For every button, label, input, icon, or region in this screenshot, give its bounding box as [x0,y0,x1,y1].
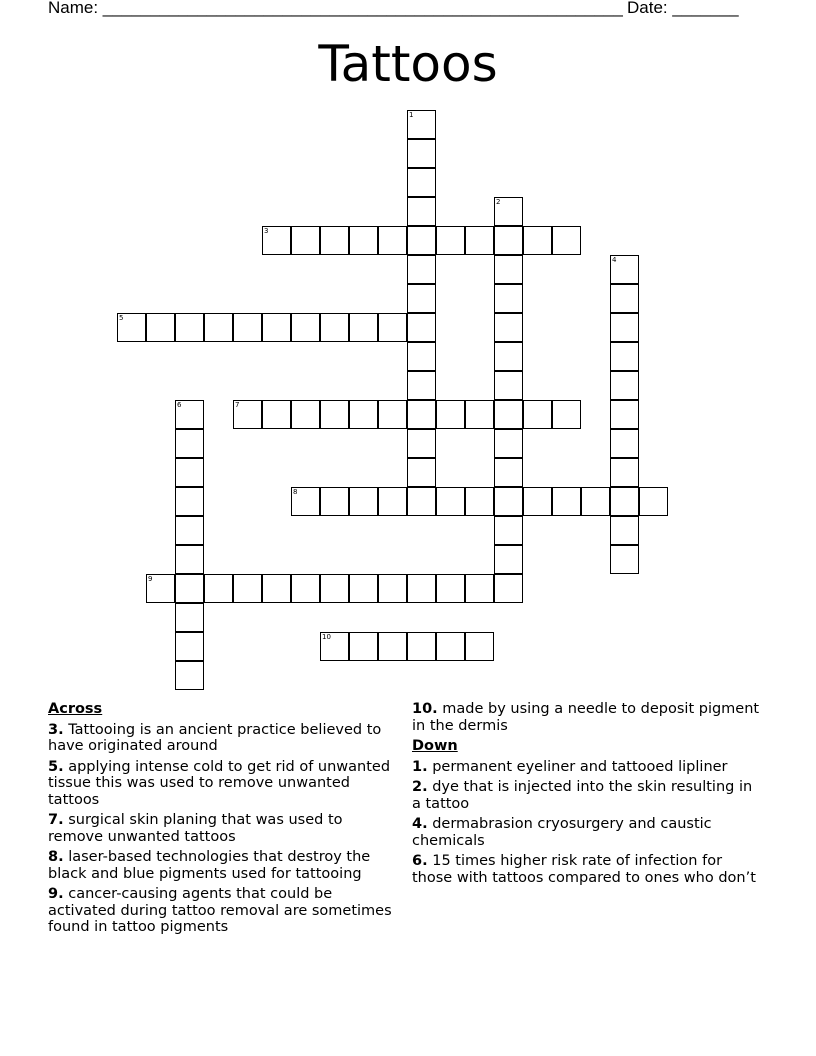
clue-text: made by using a needle to deposit pigment in the dermis [412,701,760,734]
grid-cell[interactable] [407,139,436,168]
grid-cell[interactable] [494,545,523,574]
grid-cell[interactable] [349,400,378,429]
grid-cell[interactable] [494,487,523,516]
grid-cell[interactable] [175,313,204,342]
grid-cell[interactable] [262,226,291,255]
across-clue-8 [48,849,393,882]
date-field-line[interactable]: Date: _______ [627,0,739,17]
grid-cell[interactable] [262,400,291,429]
grid-cell[interactable] [494,284,523,313]
grid-cell[interactable] [291,226,320,255]
across-clue-9 [48,886,393,936]
grid-cell[interactable] [523,487,552,516]
grid-cell[interactable] [494,574,523,603]
grid-cell[interactable] [465,574,494,603]
grid-cell[interactable] [494,255,523,284]
grid-cell[interactable] [378,313,407,342]
cell-number: 4 [612,256,617,264]
cell-number: 10 [322,633,331,641]
down-clue-6 [412,853,762,886]
cell-number: 6 [177,401,182,409]
grid-cell[interactable] [581,487,610,516]
cell-number: 3 [264,227,269,235]
grid-cell[interactable] [494,516,523,545]
down-clue-1 [412,759,762,776]
grid-cell[interactable] [175,603,204,632]
grid-cell[interactable] [407,487,436,516]
across-clue-7 [48,812,393,845]
clues-column-left [48,701,393,940]
grid-cell[interactable] [610,429,639,458]
grid-cell[interactable] [610,313,639,342]
clue-number: 10. [412,701,438,717]
grid-cell[interactable] [407,168,436,197]
cell-number: 8 [293,488,298,496]
down-clue-4 [412,816,762,849]
grid-cell[interactable] [291,313,320,342]
grid-cell[interactable] [378,400,407,429]
grid-cell[interactable] [378,574,407,603]
cell-number: 9 [148,575,153,583]
grid-cell[interactable] [320,487,349,516]
grid-cell[interactable] [436,400,465,429]
across-clue-10 [412,701,762,734]
grid-cell[interactable] [407,371,436,400]
clue-number: 8. [48,849,64,865]
grid-cell[interactable] [407,342,436,371]
cell-number: 2 [496,198,501,206]
grid-cell[interactable] [610,400,639,429]
grid-cell[interactable] [291,574,320,603]
grid-cell[interactable] [233,574,262,603]
grid-cell[interactable] [494,197,523,226]
grid-cell[interactable] [378,632,407,661]
grid-cell[interactable] [436,487,465,516]
clue-number: 3. [48,721,64,738]
clues-column-right [412,701,762,890]
clue-number: 1. [412,758,428,775]
grid-cell[interactable] [407,313,436,342]
grid-cell[interactable] [407,458,436,487]
grid-cell[interactable] [494,226,523,255]
grid-cell[interactable] [552,487,581,516]
grid-cell[interactable] [610,487,639,516]
grid-cell[interactable] [407,255,436,284]
across-clue-5 [48,759,393,809]
grid-cell[interactable] [494,458,523,487]
grid-cell[interactable] [465,632,494,661]
grid-cell[interactable] [320,313,349,342]
grid-cell[interactable] [610,342,639,371]
across-clue-3 [48,722,393,755]
clue-text: 15 times higher risk rate of infection for those with tattoos compared to ones who don’t [412,853,756,886]
clue-text: dye that is injected into the skin resulting in a tattoo [412,779,753,812]
clue-text: cancer-causing agents that could be activated during tattoo removal are sometimes found in tattoo pigments [48,886,392,935]
grid-cell[interactable] [378,226,407,255]
grid-cell[interactable] [523,226,552,255]
grid-cell[interactable] [436,632,465,661]
clue-text: surgical skin planing that was used to remove unwanted tattoos [48,812,343,845]
grid-cell[interactable] [262,574,291,603]
grid-cell[interactable] [175,400,204,429]
cell-number: 5 [119,314,124,322]
grid-cell[interactable] [610,516,639,545]
grid-cell[interactable] [407,632,436,661]
grid-cell[interactable] [465,487,494,516]
puzzle-title: Tattoos [318,35,498,93]
grid-cell[interactable] [407,197,436,226]
grid-cell[interactable] [233,400,262,429]
grid-cell[interactable] [610,458,639,487]
grid-cell[interactable] [349,487,378,516]
grid-cell[interactable] [494,371,523,400]
cell-number: 7 [235,401,240,409]
grid-cell[interactable] [320,632,349,661]
grid-cell[interactable] [175,574,204,603]
clue-number: 2. [412,779,428,795]
grid-cell[interactable] [494,313,523,342]
grid-cell[interactable] [175,429,204,458]
grid-cell[interactable] [204,313,233,342]
grid-cell[interactable] [494,429,523,458]
grid-cell[interactable] [436,574,465,603]
grid-cell[interactable] [146,574,175,603]
grid-cell[interactable] [436,226,465,255]
clue-text: applying intense cold to get rid of unwanted tissue this was used to remove unwanted tattoos [48,758,391,808]
down-heading: Down [412,738,458,754]
grid-cell[interactable] [552,226,581,255]
clue-number: 4. [412,816,428,832]
grid-cell[interactable] [175,516,204,545]
grid-cell[interactable] [175,661,204,690]
grid-cell[interactable] [320,226,349,255]
grid-cell[interactable] [523,400,552,429]
clue-number: 5. [48,758,64,775]
grid-cell[interactable] [175,632,204,661]
clue-text: permanent eyeliner and tattooed lipliner [432,758,728,775]
grid-cell[interactable] [407,110,436,139]
clue-text: laser-based technologies that destroy the black and blue pigments used for tattooing [48,849,371,882]
grid-cell[interactable] [639,487,668,516]
grid-cell[interactable] [233,313,262,342]
grid-cell[interactable] [349,632,378,661]
grid-cell[interactable] [407,284,436,313]
grid-cell[interactable] [175,487,204,516]
grid-cell[interactable] [320,400,349,429]
grid-cell[interactable] [465,400,494,429]
grid-cell[interactable] [349,313,378,342]
cell-number: 1 [409,111,414,119]
grid-cell[interactable] [610,255,639,284]
grid-cell[interactable] [552,400,581,429]
grid-cell[interactable] [407,226,436,255]
grid-cell[interactable] [291,487,320,516]
grid-cell[interactable] [349,574,378,603]
clue-number: 9. [48,886,64,902]
grid-cell[interactable] [175,545,204,574]
clue-number: 7. [48,812,64,828]
grid-cell[interactable] [407,429,436,458]
grid-cell[interactable] [349,226,378,255]
grid-cell[interactable] [378,487,407,516]
grid-cell[interactable] [291,400,320,429]
grid-cell[interactable] [465,226,494,255]
clue-text: Tattooing is an ancient practice believed to have originated around [48,721,382,754]
grid-cell[interactable] [610,371,639,400]
grid-cell[interactable] [407,400,436,429]
grid-cell[interactable] [146,313,175,342]
grid-cell[interactable] [494,342,523,371]
grid-cell[interactable] [610,284,639,313]
grid-cell[interactable] [117,313,146,342]
across-heading: Across [48,701,103,717]
grid-cell[interactable] [610,545,639,574]
grid-cell[interactable] [494,400,523,429]
grid-cell[interactable] [262,313,291,342]
clue-number: 6. [412,853,428,869]
grid-cell[interactable] [407,574,436,603]
grid-cell[interactable] [204,574,233,603]
grid-cell[interactable] [175,458,204,487]
name-field-line[interactable]: Name: _______________________________________________________ [48,0,623,17]
down-clue-2 [412,779,762,812]
grid-cell[interactable] [320,574,349,603]
clue-text: dermabrasion cryosurgery and caustic chemicals [412,816,712,849]
